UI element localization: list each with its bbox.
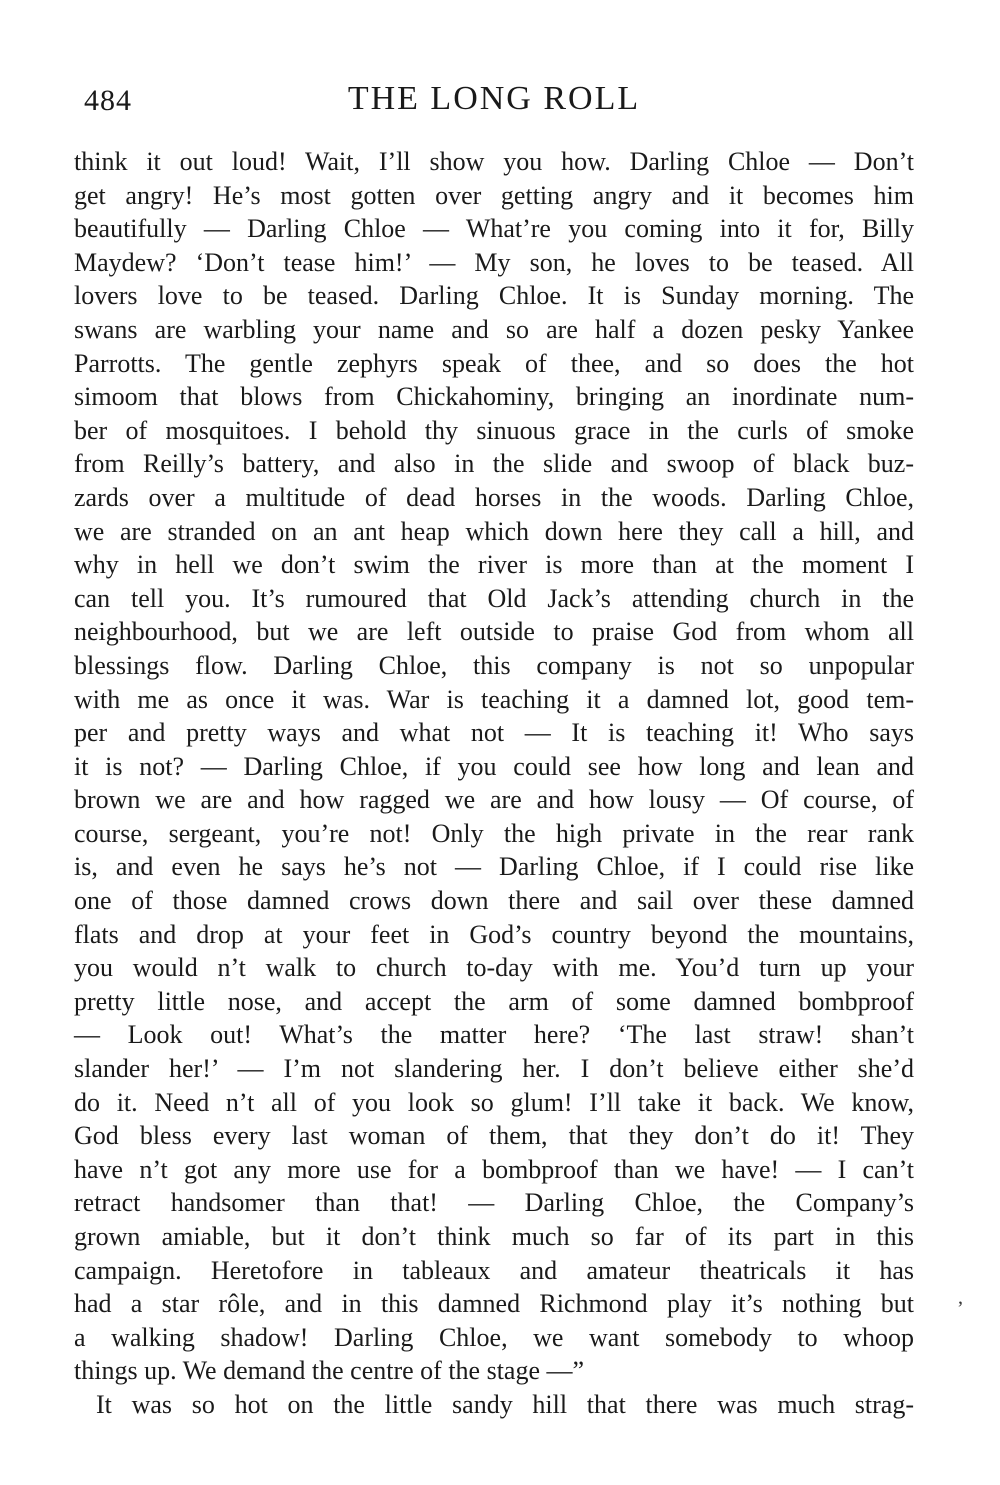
running-title: THE LONG ROLL	[347, 80, 641, 117]
body-text	[74, 145, 914, 1422]
page-header	[84, 78, 914, 128]
text-line: brown we are and how ragged we are and how lousy — Of course, of	[74, 785, 914, 815]
text-line: Parrotts. The gentle zephyrs speak of thee, and so does the hot	[74, 348, 914, 378]
text-line: swans are warbling your name and so are half a dozen pesky Yankee	[74, 314, 914, 344]
text-line: Maydew? ‘Don’t tease him!’ — My son, he loves to be teased. All	[74, 247, 914, 277]
text-line: a walking shadow! Darling Chloe, we want somebody to whoop	[74, 1322, 914, 1352]
text-line: blessings flow. Darling Chloe, this company is not so unpopular	[74, 650, 914, 680]
text-line: have n’t got any more use for a bombproof than we have! — I can’t	[74, 1154, 914, 1184]
text-line: one of those damned crows down there and sail over these damned	[74, 886, 914, 916]
text-line: per and pretty ways and what not — It is teaching it! Who says	[74, 718, 914, 748]
text-line: with me as once it was. War is teaching it a damned lot, good tem-	[74, 684, 914, 714]
text-line: beautifully — Darling Chloe — What’re you coming into it for, Billy	[74, 214, 914, 244]
text-line: pretty little nose, and accept the arm of some damned bombproof	[74, 986, 914, 1016]
paragraph-start-line: It was so hot on the little sandy hill that there was much strag-	[96, 1389, 914, 1419]
text-line: think it out loud! Wait, I’ll show you how. Darling Chloe — Don’t	[74, 147, 914, 176]
text-line: ber of mosquitoes. I behold thy sinuous grace in the curls of smoke	[74, 415, 914, 445]
text-line: retract handsomer than that! — Darling Chloe, the Company’s	[74, 1188, 914, 1218]
text-line: get angry! He’s most gotten over getting angry and it becomes him	[74, 180, 914, 210]
paragraph-end-line: things up. We demand the centre of the stage —”	[74, 1356, 585, 1386]
text-line: you would n’t walk to church to-day with me. You’d turn up your	[74, 953, 914, 983]
text-line: we are stranded on an ant heap which down here they call a hill, and	[74, 516, 914, 546]
text-line: had a star rôle, and in this damned Richmond play it’s nothing but	[74, 1289, 914, 1319]
text-line: slander her!’ — I’m not slandering her. I don’t believe either she’d	[74, 1054, 914, 1084]
stray-ink-mark: ʼ	[957, 1298, 964, 1320]
text-line: course, sergeant, you’re not! Only the high private in the rear rank	[74, 818, 914, 848]
text-line: simoom that blows from Chickahominy, bringing an inordinate num-	[74, 382, 914, 412]
text-line: campaign. Heretofore in tableaux and amateur theatricals it has	[74, 1255, 914, 1285]
text-line: do it. Need n’t all of you look so glum! I’ll take it back. We know,	[74, 1087, 914, 1117]
text-line: neighbourhood, but we are left outside to praise God from whom all	[74, 617, 914, 647]
text-line: is, and even he says he’s not — Darling Chloe, if I could rise like	[74, 852, 914, 882]
text-line: why in hell we don’t swim the river is more than at the moment I	[74, 550, 914, 580]
text-line: grown amiable, but it don’t think much so far of its part in this	[74, 1222, 914, 1251]
text-line: it is not? — Darling Chloe, if you could see how long and lean and	[74, 751, 914, 781]
text-line: zards over a multitude of dead horses in the woods. Darling Chloe,	[74, 482, 914, 512]
text-line: — Look out! What’s the matter here? ‘The last straw! shan’t	[74, 1020, 914, 1050]
text-line: flats and drop at your feet in God’s country beyond the mountains,	[74, 919, 914, 949]
text-line: from Reilly’s battery, and also in the slide and swoop of black buz-	[74, 449, 914, 479]
text-line: can tell you. It’s rumoured that Old Jack’s attending church in the	[74, 583, 914, 613]
text-line: lovers love to be teased. Darling Chloe. It is Sunday morning. The	[74, 281, 914, 311]
page-number: 484	[84, 84, 132, 117]
text-line: God bless every last woman of them, that they don’t do it! They	[74, 1121, 914, 1151]
